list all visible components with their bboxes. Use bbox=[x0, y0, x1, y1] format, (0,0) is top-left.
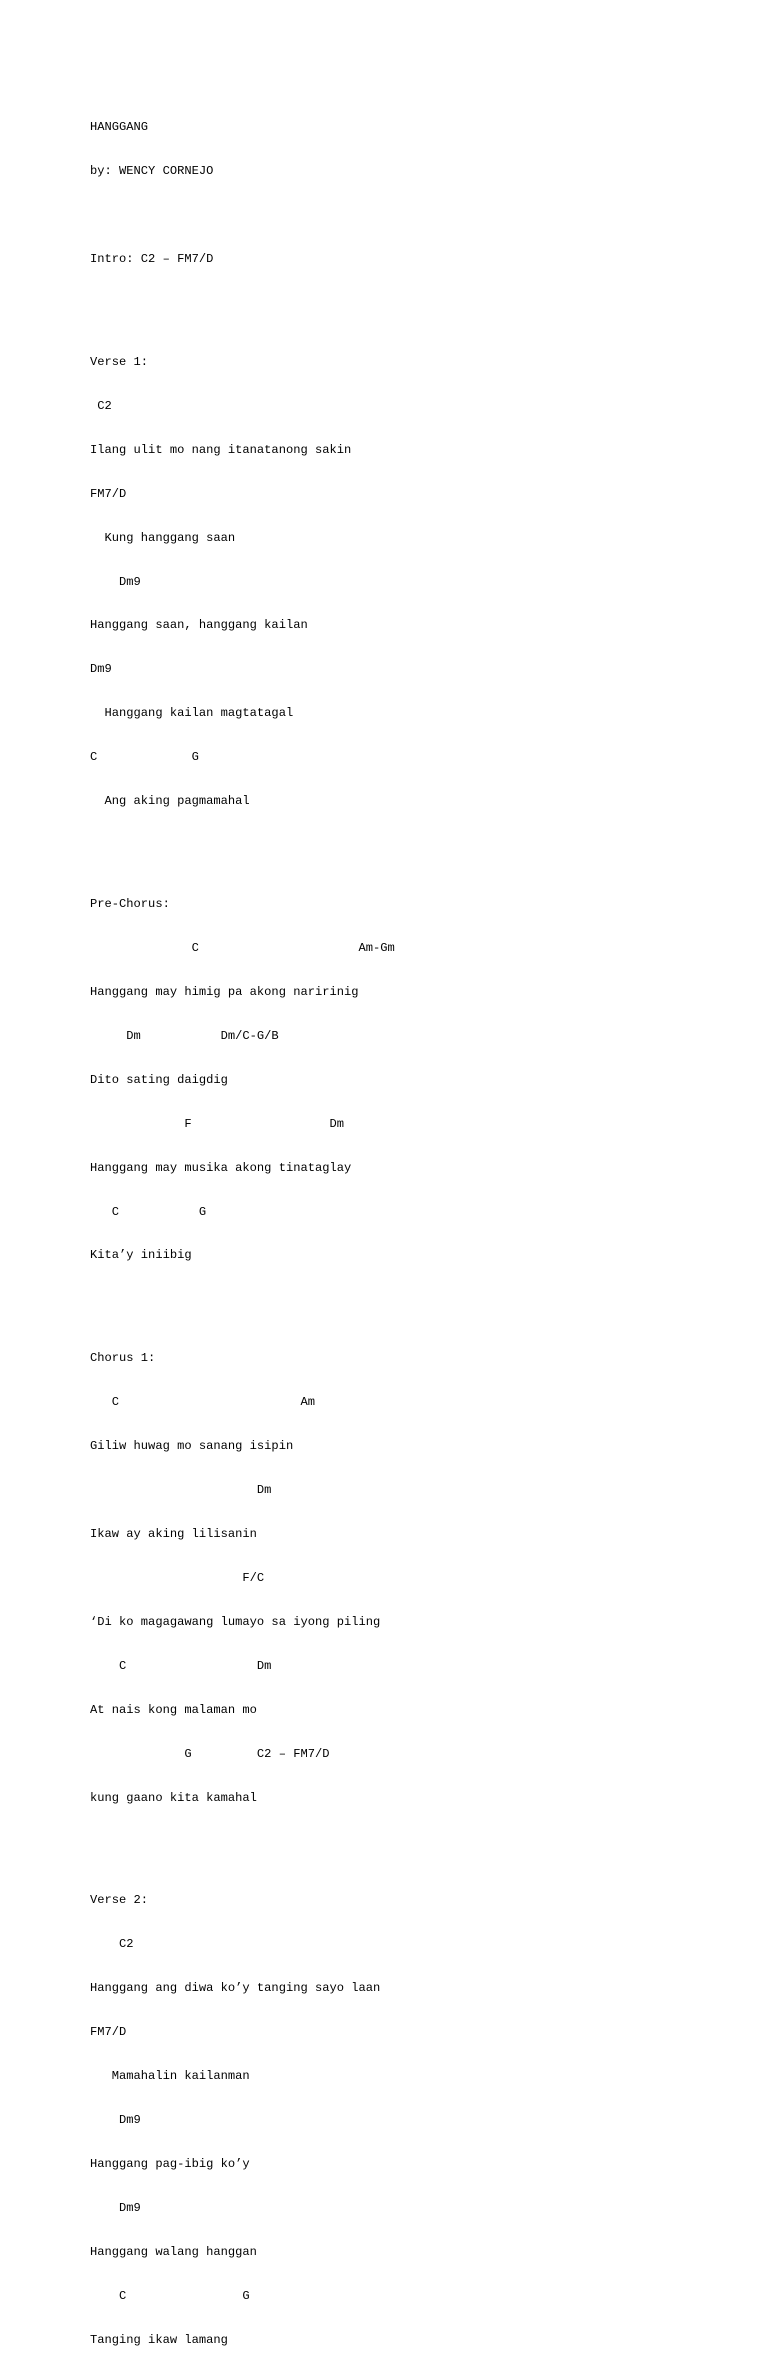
lyric-line: Hanggang walang hanggan bbox=[90, 2244, 257, 2259]
chord-line: FM7/D bbox=[90, 486, 127, 501]
blank-line bbox=[90, 1835, 395, 1850]
lyric-line: Hanggang may himig pa akong naririnig bbox=[90, 984, 359, 999]
lyric-line: Ikaw ay aking lilisanin bbox=[90, 1526, 257, 1541]
chord-line: G C2 – FM7/D bbox=[90, 1746, 330, 1761]
lyric-line: Ilang ulit mo nang itanatanong sakin bbox=[90, 442, 352, 457]
song-lyrics-document bbox=[90, 91, 395, 2362]
verse2-heading: Verse 2: bbox=[90, 1893, 149, 1908]
chord-line: F Dm bbox=[90, 1116, 345, 1131]
chord-line: FM7/D bbox=[90, 2024, 127, 2039]
chord-line: C Am-Gm bbox=[90, 940, 395, 955]
song-title: HANGGANG bbox=[90, 120, 149, 135]
blank-line bbox=[90, 296, 395, 311]
lyric-line: Kita’y iniibig bbox=[90, 1248, 192, 1263]
verse1-heading: Verse 1: bbox=[90, 354, 149, 369]
chord-line: C G bbox=[90, 2288, 250, 2303]
intro-line: Intro: C2 – FM7/D bbox=[90, 252, 214, 267]
lyric-line: Kung hanggang saan bbox=[90, 530, 236, 545]
chord-line: C Am bbox=[90, 1394, 315, 1409]
blank-line bbox=[90, 208, 395, 223]
chord-line: C Dm bbox=[90, 1658, 272, 1673]
chord-line: Dm9 bbox=[90, 2112, 141, 2127]
chord-line: Dm Dm/C-G/B bbox=[90, 1028, 279, 1043]
lyric-line: Hanggang pag-ibig ko’y bbox=[90, 2156, 250, 2171]
chord-line: F/C bbox=[90, 1570, 265, 1585]
chord-line: Dm9 bbox=[90, 2200, 141, 2215]
lyric-line: At nais kong malaman mo bbox=[90, 1702, 257, 1717]
lyric-line: kung gaano kita kamahal bbox=[90, 1790, 257, 1805]
lyric-line: Hanggang saan, hanggang kailan bbox=[90, 618, 308, 633]
song-byline: by: WENCY CORNEJO bbox=[90, 164, 214, 179]
lyric-line: Tanging ikaw lamang bbox=[90, 2332, 228, 2347]
blank-line bbox=[90, 838, 395, 853]
chord-line: C G bbox=[90, 750, 199, 765]
chord-line: C2 bbox=[90, 1937, 134, 1952]
prechorus-heading: Pre-Chorus: bbox=[90, 896, 170, 911]
chord-line: Dm9 bbox=[90, 574, 141, 589]
lyric-line: Dito sating daigdig bbox=[90, 1072, 228, 1087]
lyric-line: ‘Di ko magagawang lumayo sa iyong piling bbox=[90, 1614, 381, 1629]
lyric-line: Mamahalin kailanman bbox=[90, 2068, 250, 2083]
lyric-line: Ang aking pagmamahal bbox=[90, 794, 250, 809]
blank-line bbox=[90, 1292, 395, 1307]
lyric-line: Giliw huwag mo sanang isipin bbox=[90, 1438, 294, 1453]
lyric-line: Hanggang may musika akong tinataglay bbox=[90, 1160, 352, 1175]
chord-line: Dm bbox=[90, 1482, 272, 1497]
chord-line: C G bbox=[90, 1204, 207, 1219]
chord-line: Dm9 bbox=[90, 662, 112, 677]
chord-line: C2 bbox=[90, 398, 112, 413]
lyric-line: Hanggang kailan magtatagal bbox=[90, 706, 294, 721]
lyric-line: Hanggang ang diwa ko’y tanging sayo laan bbox=[90, 1981, 381, 1996]
chorus1-heading: Chorus 1: bbox=[90, 1351, 156, 1366]
